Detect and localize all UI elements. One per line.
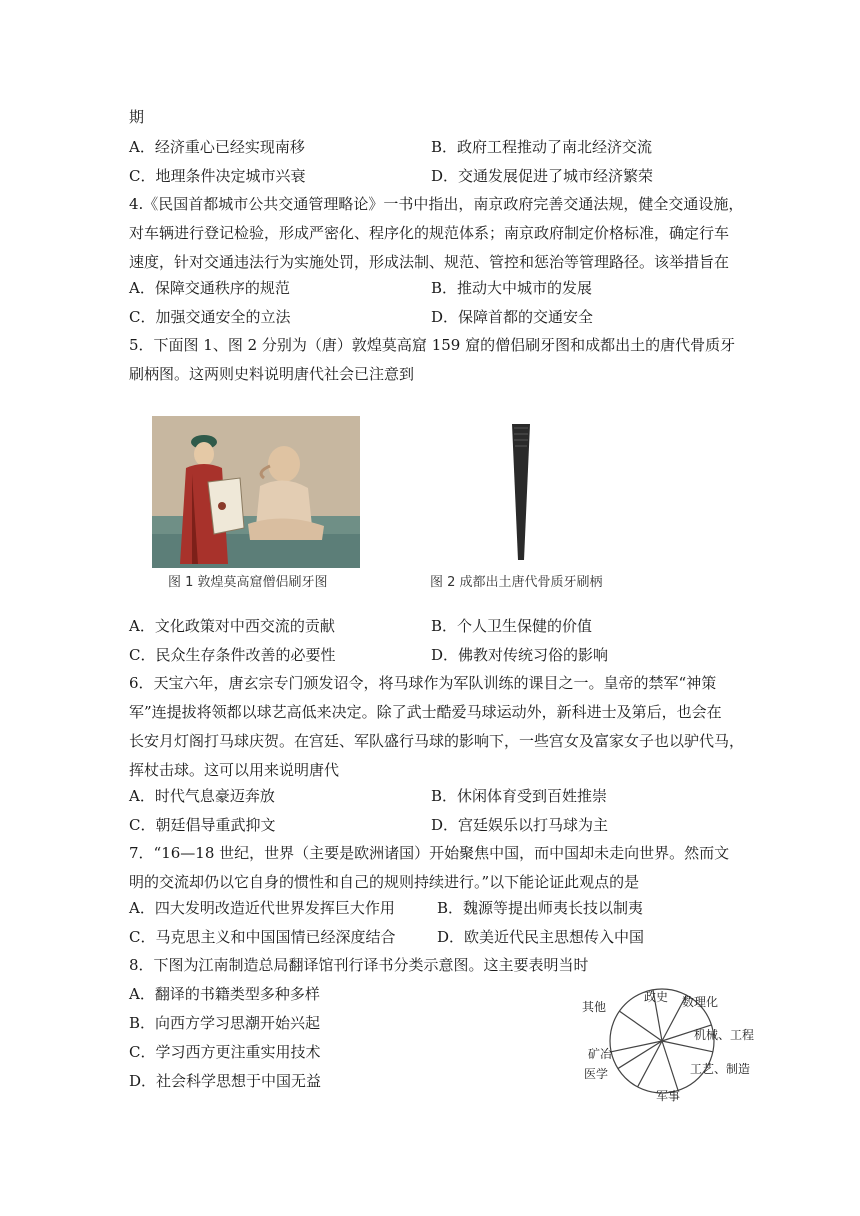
q6-option-a: A．时代气息豪迈奔放: [129, 787, 275, 805]
pie-label-military: 军事: [656, 1089, 681, 1103]
q5-option-d: D．佛教对传统习俗的影响: [431, 646, 609, 664]
figure-1-mural: [152, 416, 360, 568]
q4-option-a: A．保障交通秩序的规范: [129, 279, 290, 297]
q5-option-a: A．文化政策对中西交流的贡献: [129, 617, 335, 635]
q8-stem: 8．下图为江南制造总局翻译馆刊行译书分类示意图。这主要表明当时: [129, 956, 589, 974]
q3-option-d: D．交通发展促进了城市经济繁荣: [431, 167, 654, 185]
q4-option-d: D．保障首都的交通安全: [431, 308, 594, 326]
toothbrush-illustration: [500, 420, 550, 562]
q6-stem-line: 6．天宝六年，唐玄宗专门颁发诏令，将马球作为军队训练的课目之一。皇帝的禁军“神策: [129, 674, 717, 692]
q4-stem-line: 速度，针对交通违法行为实施处罚，形成法制、规范、管控和惩治等管理路径。该举措旨在: [129, 253, 730, 271]
pie-label-politics-history: 政史: [644, 990, 669, 1004]
pie-diagram: [576, 980, 760, 1106]
q7-option-c: C．马克思主义和中国国情已经深度结合: [129, 928, 396, 946]
q6-stem-line: 军”连提拔将领都以球艺高低来决定。除了武士酷爱马球运动外，新科进士及第后，也会在: [129, 703, 722, 721]
q7-stem-line: 7．“16—18 世纪，世界（主要是欧洲诸国）开始聚焦中国，而中国却未走向世界。然而文: [129, 844, 730, 862]
q7-option-a: A．四大发明改造近代世界发挥巨大作用: [129, 899, 395, 917]
q7-option-d: D．欧美近代民主思想传入中国: [437, 928, 645, 946]
q3-option-c: C．地理条件决定城市兴衰: [129, 167, 306, 185]
q6-stem: [129, 669, 745, 785]
figure-1-caption: 图 1 敦煌莫高窟僧侣刷牙图: [168, 575, 328, 590]
q4-stem: [129, 190, 744, 277]
q5-stem-line: 5．下面图 1、图 2 分别为（唐）敦煌莫高窟 159 窟的僧侣刷牙图和成都出土的唐代骨质牙: [129, 336, 736, 354]
pie-label-math-physics-chem: 数理化: [682, 995, 719, 1009]
carryover-text: 期: [129, 108, 145, 126]
q3-option-a: A．经济重心已经实现南移: [129, 138, 305, 156]
q6-stem-line: 挥杖击球。这可以用来说明唐代: [129, 761, 340, 779]
pie-label-craft-manufacturing: 工艺、制造: [690, 1062, 751, 1076]
q6-option-b: B．休闲体育受到百姓推崇: [431, 787, 608, 805]
q8-option-a: A．翻译的书籍类型多种多样: [129, 985, 320, 1003]
figure-2-caption: 图 2 成都出土唐代骨质牙刷柄: [430, 575, 603, 590]
q4-stem-line: 4.《民国首都城市公共交通管理略论》一书中指出，南京政府完善交通法规，健全交通设施，: [129, 195, 744, 213]
q5-option-b: B．个人卫生保健的价值: [431, 617, 593, 635]
pie-label-other: 其他: [582, 1000, 607, 1014]
q5-stem: [129, 331, 735, 389]
q7-option-b: B．魏源等提出师夷长技以制夷: [437, 899, 644, 917]
q8-option-c: C．学习西方更注重实用技术: [129, 1043, 321, 1061]
q4-option-b: B．推动大中城市的发展: [431, 279, 593, 297]
pie-label-mining-metallurgy: 矿冶: [588, 1047, 613, 1061]
q8-option-d: D．社会科学思想于中国无益: [129, 1072, 322, 1090]
q5-stem-line: 刷柄图。这两则史料说明唐代社会已注意到: [129, 365, 415, 383]
q4-stem-line: 对车辆进行登记检验，形成严密化、程序化的规范体系；南京政府制定价格标准，确定行车: [129, 224, 730, 242]
pie-label-machinery-engineering: 机械、工程: [694, 1028, 755, 1042]
q6-option-c: C．朝廷倡导重武抑文: [129, 816, 276, 834]
q7-stem: [129, 839, 735, 897]
q7-stem-line: 明的交流却仍以它自身的惯性和自己的规则持续进行。”以下能论证此观点的是: [129, 873, 640, 891]
mural-illustration: [152, 416, 360, 568]
q6-stem-line: 长安月灯阁打马球庆贺。在宫廷、军队盛行马球的影响下，一些宫女及富家女子也以驴代马，: [129, 732, 745, 750]
translation-category-pie: [576, 980, 760, 1106]
q6-option-d: D．宫廷娱乐以打马球为主: [431, 816, 609, 834]
q8-option-b: B．向西方学习思潮开始兴起: [129, 1014, 321, 1032]
q5-option-c: C．民众生存条件改善的必要性: [129, 646, 336, 664]
pie-label-medicine: 医学: [584, 1067, 609, 1081]
q4-option-c: C．加强交通安全的立法: [129, 308, 291, 326]
figure-2-toothbrush-handle: [500, 420, 550, 562]
q3-option-b: B．政府工程推动了南北经济交流: [431, 138, 653, 156]
